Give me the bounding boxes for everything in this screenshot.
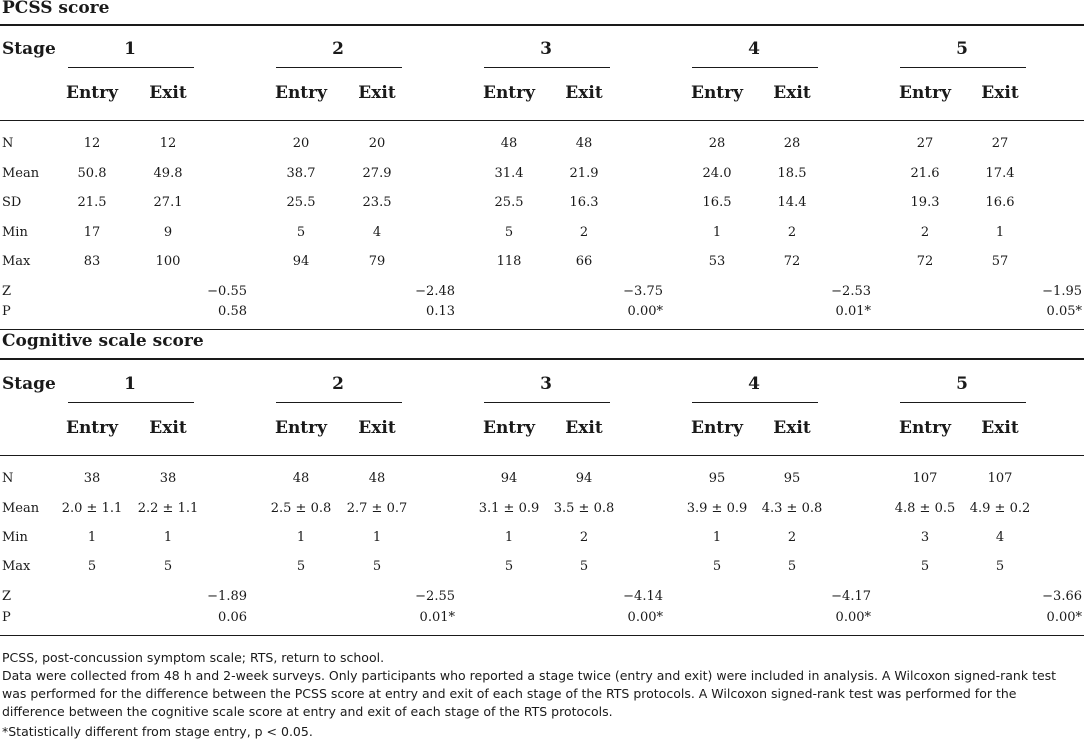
- pcss-cell: 16.3: [569, 195, 599, 210]
- cog-cell: 5: [712, 559, 722, 574]
- pcss-cell: 2: [579, 225, 589, 240]
- cog-bottom-rule: [0, 635, 1084, 636]
- pcss-p-value: 0.05*: [1046, 304, 1082, 319]
- cog-exit-header: Exit: [149, 418, 187, 438]
- pcss-entry-header: Entry: [482, 83, 536, 103]
- pcss-row-label-min: Min: [2, 225, 28, 240]
- cog-cell: 1: [87, 530, 97, 545]
- cog-cell: 48: [368, 471, 386, 486]
- cog-exit-header: Exit: [773, 418, 811, 438]
- pcss-cell: 1: [995, 225, 1005, 240]
- pcss-cell: 94: [292, 254, 310, 269]
- pcss-cell: 24.0: [702, 166, 732, 181]
- cog-p-value: 0.06: [218, 610, 247, 625]
- pcss-cell: 21.9: [569, 166, 599, 181]
- pcss-bottom-rule: [0, 329, 1084, 330]
- cog-cell: 1: [372, 530, 382, 545]
- cog-stage-underline-5: [900, 402, 1026, 403]
- cog-p-value: 0.00*: [627, 610, 663, 625]
- pcss-cell: 72: [916, 254, 934, 269]
- cog-cell: 1: [163, 530, 173, 545]
- cog-cell: 107: [912, 471, 938, 486]
- pcss-cell: 38.7: [286, 166, 316, 181]
- pcss-cell: 5: [296, 225, 306, 240]
- pcss-exit-header: Exit: [773, 83, 811, 103]
- pcss-cell: 25.5: [286, 195, 316, 210]
- pcss-cell: 18.5: [777, 166, 807, 181]
- pcss-p-value: 0.13: [426, 304, 455, 319]
- cog-cell: 5: [579, 559, 589, 574]
- pcss-cell: 48: [500, 136, 518, 151]
- pcss-cell: 100: [155, 254, 181, 269]
- cog-z-value: −4.14: [623, 589, 663, 604]
- pcss-stage-underline-3: [484, 67, 610, 68]
- pcss-stage-header-4: 4: [748, 39, 760, 59]
- cog-cell: 4.9 ± 0.2: [969, 501, 1031, 516]
- pcss-stage-underline-1: [68, 67, 194, 68]
- pcss-header-rule: [0, 120, 1084, 121]
- pcss-cell: 20: [368, 136, 386, 151]
- pcss-z-value: −0.55: [207, 284, 247, 299]
- pcss-cell: 49.8: [153, 166, 183, 181]
- pcss-cell: 72: [783, 254, 801, 269]
- pcss-row-label-mean: Mean: [2, 166, 40, 181]
- pcss-exit-header: Exit: [149, 83, 187, 103]
- cog-cell: 5: [920, 559, 930, 574]
- cog-cell: 3.5 ± 0.8: [553, 501, 615, 516]
- pcss-cell: 5: [504, 225, 514, 240]
- cog-cell: 94: [575, 471, 593, 486]
- cog-entry-header: Entry: [898, 418, 952, 438]
- pcss-z-value: −2.48: [415, 284, 455, 299]
- cog-cell: 1: [712, 530, 722, 545]
- pcss-cell: 14.4: [777, 195, 807, 210]
- pcss-stage-header-1: 1: [124, 39, 136, 59]
- pcss-cell: 28: [783, 136, 801, 151]
- pcss-stage-label: Stage: [2, 39, 56, 59]
- cog-cell: 4.3 ± 0.8: [761, 501, 823, 516]
- cog-exit-header: Exit: [565, 418, 603, 438]
- cog-z-value: −2.55: [415, 589, 455, 604]
- cog-top-rule: [0, 358, 1084, 360]
- pcss-cell: 23.5: [362, 195, 392, 210]
- pcss-cell: 118: [496, 254, 522, 269]
- pcss-cell: 12: [159, 136, 177, 151]
- cog-cell: 2.0 ± 1.1: [61, 501, 123, 516]
- cog-stage-underline-4: [692, 402, 818, 403]
- pcss-cell: 17: [83, 225, 101, 240]
- pcss-cell: 50.8: [77, 166, 107, 181]
- pcss-exit-header: Exit: [565, 83, 603, 103]
- pcss-z-value: −3.75: [623, 284, 663, 299]
- cog-cell: 5: [372, 559, 382, 574]
- cog-exit-header: Exit: [358, 418, 396, 438]
- cog-cell: 2.2 ± 1.1: [137, 501, 199, 516]
- cog-cell: 3: [920, 530, 930, 545]
- cog-cell: 4: [995, 530, 1005, 545]
- footnote-3: *Statistically different from stage entry, p < 0.05.: [2, 724, 313, 739]
- cog-cell: 38: [159, 471, 177, 486]
- cog-z-value: −4.17: [831, 589, 871, 604]
- cog-row-label-p: P: [2, 610, 11, 625]
- cog-z-value: −1.89: [207, 589, 247, 604]
- pcss-cell: 66: [575, 254, 593, 269]
- pcss-cell: 4: [372, 225, 382, 240]
- pcss-cell: 17.4: [985, 166, 1015, 181]
- cog-row-label-z: Z: [2, 589, 12, 604]
- cog-cell: 4.8 ± 0.5: [894, 501, 956, 516]
- pcss-z-value: −2.53: [831, 284, 871, 299]
- cog-cell: 1: [504, 530, 514, 545]
- pcss-row-label-sd: SD: [2, 195, 22, 210]
- cog-stage-underline-3: [484, 402, 610, 403]
- pcss-entry-header: Entry: [898, 83, 952, 103]
- cog-cell: 94: [500, 471, 518, 486]
- pcss-cell: 83: [83, 254, 101, 269]
- pcss-cell: 79: [368, 254, 386, 269]
- pcss-row-label-n: N: [2, 136, 14, 151]
- cog-section-title: Cognitive scale score: [2, 331, 204, 351]
- cog-cell: 2: [579, 530, 589, 545]
- pcss-cell: 27: [991, 136, 1009, 151]
- cog-cell: 5: [504, 559, 514, 574]
- pcss-cell: 21.5: [77, 195, 107, 210]
- cog-cell: 1: [296, 530, 306, 545]
- cog-cell: 2.5 ± 0.8: [270, 501, 332, 516]
- pcss-cell: 21.6: [910, 166, 940, 181]
- cog-cell: 5: [87, 559, 97, 574]
- cog-cell: 107: [987, 471, 1013, 486]
- pcss-cell: 31.4: [494, 166, 524, 181]
- pcss-cell: 57: [991, 254, 1009, 269]
- cog-cell: 48: [292, 471, 310, 486]
- pcss-cell: 27.9: [362, 166, 392, 181]
- cog-row-label-min: Min: [2, 530, 28, 545]
- pcss-cell: 19.3: [910, 195, 940, 210]
- pcss-entry-header: Entry: [65, 83, 119, 103]
- cog-stage-underline-2: [276, 402, 402, 403]
- cog-p-value: 0.00*: [835, 610, 871, 625]
- cog-cell: 5: [163, 559, 173, 574]
- footnote-2: Data were collected from 48 h and 2-week surveys. Only participants who reported a stage twice (entry and exit) were included in analysis. A Wilcoxon signed-rank test was performed for the difference between the PCSS score at entry and exit of each stage of the RTS protocols. A Wilcoxon signed-rank test was performed for the difference between the cognitive scale score at entry and exit of each stage of the RTS protocols.: [2, 668, 1057, 719]
- pcss-top-rule: [0, 24, 1084, 26]
- cog-cell: 38: [83, 471, 101, 486]
- pcss-stage-header-2: 2: [332, 39, 344, 59]
- cog-cell: 95: [783, 471, 801, 486]
- pcss-cell: 53: [708, 254, 726, 269]
- pcss-cell: 12: [83, 136, 101, 151]
- pcss-cell: 16.5: [702, 195, 732, 210]
- pcss-cell: 48: [575, 136, 593, 151]
- cog-stage-label: Stage: [2, 374, 56, 394]
- cog-row-label-n: N: [2, 471, 14, 486]
- cog-cell: 95: [708, 471, 726, 486]
- pcss-cell: 28: [708, 136, 726, 151]
- pcss-stage-underline-5: [900, 67, 1026, 68]
- pcss-row-label-max: Max: [2, 254, 31, 269]
- cog-cell: 2.7 ± 0.7: [346, 501, 408, 516]
- cog-entry-header: Entry: [65, 418, 119, 438]
- cog-cell: 5: [296, 559, 306, 574]
- pcss-p-value: 0.00*: [627, 304, 663, 319]
- pcss-stage-underline-2: [276, 67, 402, 68]
- cog-stage-header-4: 4: [748, 374, 760, 394]
- footnote-1: PCSS, post-concussion symptom scale; RTS, return to school.: [2, 650, 385, 665]
- pcss-stage-underline-4: [692, 67, 818, 68]
- pcss-cell: 25.5: [494, 195, 524, 210]
- pcss-cell: 27.1: [153, 195, 183, 210]
- pcss-cell: 2: [920, 225, 930, 240]
- cog-row-label-max: Max: [2, 559, 31, 574]
- pcss-row-label-z: Z: [2, 284, 12, 299]
- pcss-cell: 2: [787, 225, 797, 240]
- pcss-section-title: PCSS score: [2, 0, 110, 18]
- cog-stage-header-1: 1: [124, 374, 136, 394]
- pcss-stage-header-3: 3: [540, 39, 552, 59]
- cog-stage-header-2: 2: [332, 374, 344, 394]
- cog-entry-header: Entry: [482, 418, 536, 438]
- pcss-cell: 27: [916, 136, 934, 151]
- cog-stage-header-3: 3: [540, 374, 552, 394]
- cog-cell: 5: [995, 559, 1005, 574]
- pcss-cell: 9: [163, 225, 173, 240]
- pcss-z-value: −1.95: [1042, 284, 1082, 299]
- cog-row-label-mean: Mean: [2, 501, 40, 516]
- cog-cell: 3.9 ± 0.9: [686, 501, 748, 516]
- pcss-row-label-p: P: [2, 304, 11, 319]
- cog-cell: 3.1 ± 0.9: [478, 501, 540, 516]
- cog-entry-header: Entry: [274, 418, 328, 438]
- cog-cell: 5: [787, 559, 797, 574]
- cog-p-value: 0.01*: [419, 610, 455, 625]
- pcss-exit-header: Exit: [981, 83, 1019, 103]
- cog-stage-header-5: 5: [956, 374, 968, 394]
- cog-cell: 2: [787, 530, 797, 545]
- pcss-p-value: 0.01*: [835, 304, 871, 319]
- pcss-cell: 20: [292, 136, 310, 151]
- cog-p-value: 0.00*: [1046, 610, 1082, 625]
- cog-z-value: −3.66: [1042, 589, 1082, 604]
- pcss-stage-header-5: 5: [956, 39, 968, 59]
- pcss-cell: 16.6: [985, 195, 1015, 210]
- cog-entry-header: Entry: [690, 418, 744, 438]
- pcss-entry-header: Entry: [690, 83, 744, 103]
- pcss-entry-header: Entry: [274, 83, 328, 103]
- cog-exit-header: Exit: [981, 418, 1019, 438]
- cog-header-rule: [0, 455, 1084, 456]
- pcss-cell: 1: [712, 225, 722, 240]
- pcss-exit-header: Exit: [358, 83, 396, 103]
- cog-stage-underline-1: [68, 402, 194, 403]
- pcss-p-value: 0.58: [218, 304, 247, 319]
